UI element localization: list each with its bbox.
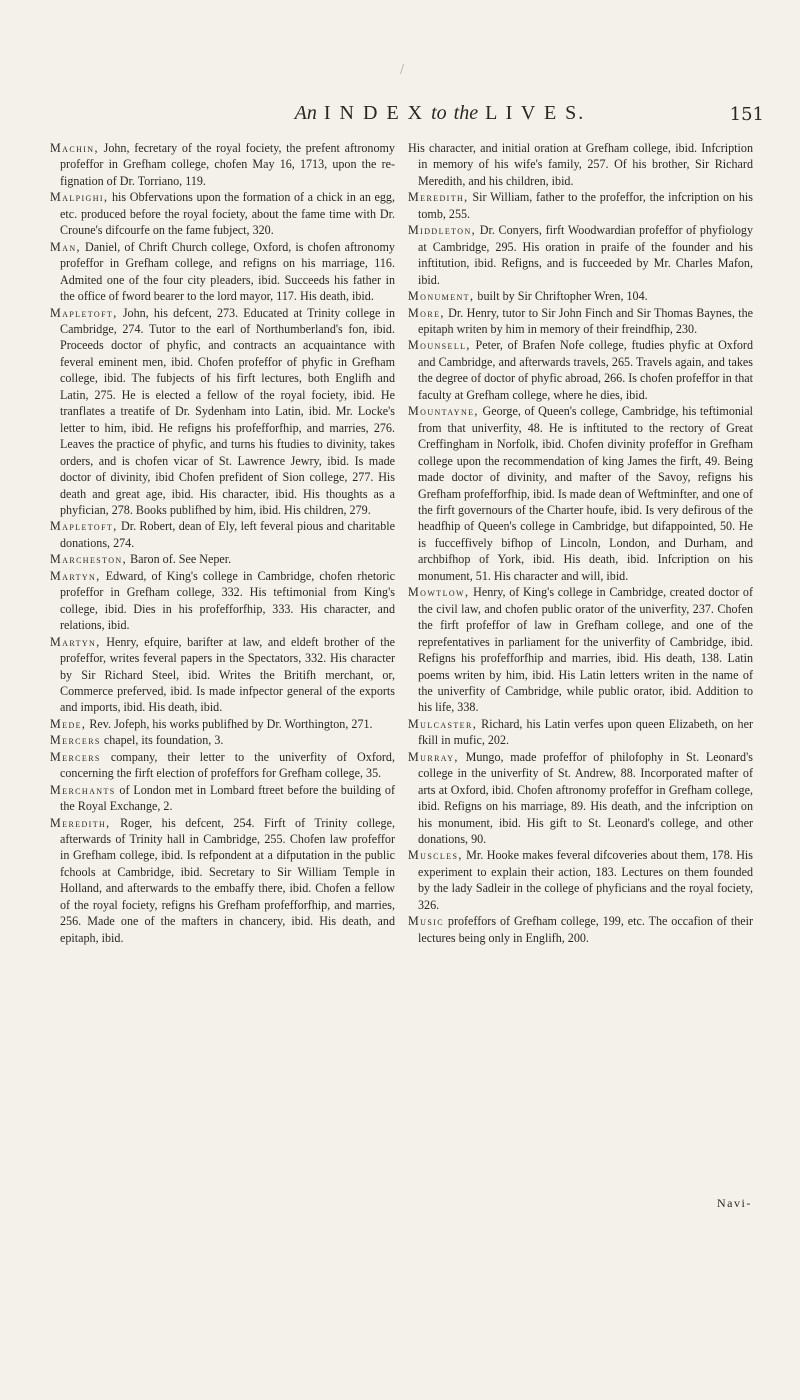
entry-headword: Murray, xyxy=(408,749,459,764)
entry-text: Mungo, made profeffor of philofophy in St. Leonard's college in the univerfity of St. Andrew, 88. Incorporated mafter of arts at Oxford, ibid. Chofen aftronomy profeffor in Grefham college, ibid. Refigns on his marriage, 89. His death, and the infcription on his monument, ibid. His gift to St. Leonard's college, and other donations, 90. xyxy=(418,749,753,847)
entry-headword: Martyn, xyxy=(50,634,101,649)
entry-headword: Mowtlow, xyxy=(408,585,470,600)
index-entry xyxy=(50,568,395,634)
entry-headword: Meredith, xyxy=(408,190,469,205)
entry-text: Henry, of King's college in Cambridge, created doctor of the civil law, and chofen public orator of the univerfity, 237. Chofen the firft profeffor of law in Grefham college, and one of the reprefentatives in parliament for the univerfity of Cambridge, ibid. Refigns his profefforfhip and marries, ibid. His death, 138. Latin poems writen by him, ibid. His Latin letters writen in the name of the univerfity of Cambridge, while public orator, ibid. Addition to his life, 338. xyxy=(418,585,753,715)
index-entry xyxy=(50,518,395,551)
entry-headword: Marcheston, xyxy=(50,552,128,567)
entry-text: Dr. Conyers, firft Woodwardian profeffor of phyfiology at Cambridge, 295. His oration in praife of the founder and his inftitution, ibid. Refigns, and is fucceeded by Mr. Charles Mafon, ibid. xyxy=(418,223,753,287)
page-number: 151 xyxy=(729,104,764,125)
entry-headword: Mercers xyxy=(50,733,101,748)
index-entry xyxy=(408,749,753,848)
entry-text: Sir William, father to the profeffor, the infcription on his tomb, 255. xyxy=(418,190,753,221)
header-the: the xyxy=(453,102,479,124)
index-entry xyxy=(50,815,395,947)
entry-text: John, fecretary of the royal fociety, the prefent aftronomy profeffor in Grefham college, chofen May 16, 1713, upon the re-fignation of Dr. Torriano, 119. xyxy=(60,141,395,188)
left-column xyxy=(50,140,395,946)
entry-headword: Machin, xyxy=(50,141,99,155)
entry-headword: Monument, xyxy=(408,289,475,304)
entry-headword: Meredith, xyxy=(50,815,111,830)
index-entry xyxy=(408,140,753,189)
index-entry xyxy=(50,239,395,305)
entry-headword: More, xyxy=(408,305,445,320)
index-entry xyxy=(50,782,395,815)
entry-text: his Obfervations upon the formation of a chick in an egg, etc. produced before the royal fociety, about the fame time with Dr. Croune's difcourfe on the fame fubject, 320. xyxy=(60,190,395,238)
entry-text: Baron of. See Neper. xyxy=(130,552,232,567)
entry-headword: Music xyxy=(408,914,444,929)
index-entry xyxy=(408,584,753,716)
catchword: Navi- xyxy=(717,1196,752,1210)
index-entry xyxy=(50,551,395,567)
header-lives: L I V E S. xyxy=(485,102,586,124)
entry-text: Edward, of King's college in Cambridge, chofen rhetoric profeffor in Grefham college, 332. His teftimonial from King's college, ibid. Dies in his profefforfhip, 333. His character, and relations, ibid. xyxy=(60,568,395,633)
index-entry xyxy=(408,189,753,222)
index-entry xyxy=(408,716,753,749)
entry-text: Richard, his Latin verfes upon queen Elizabeth, on her fkill in mufic, 202. xyxy=(418,716,753,748)
entry-headword: Martyn, xyxy=(50,568,101,583)
index-entry xyxy=(50,732,395,748)
running-header xyxy=(110,102,770,125)
entry-text: Peter, of Brafen Nofe college, ftudies phyfic at Oxford and Cambridge, and afterwards travels, 265. Travels again, and takes the degree of doctor of phyfic abroad, 266. Is chofen profeffor in that faculty at Grefham college, where he dies, ibid. xyxy=(418,338,754,402)
index-entry xyxy=(50,716,395,732)
entry-text: Mr. Hooke makes feveral difcoveries about them, 178. His experiment to explain their action, 183. Lectures on them founded by the lady Sadleir in the college of phyficians and the royal fociety, 326. xyxy=(418,848,753,912)
right-column xyxy=(408,140,753,946)
entry-headword: Mounsell, xyxy=(408,338,471,353)
index-entry xyxy=(50,634,395,716)
entry-text: chapel, its foundation, 3. xyxy=(103,733,224,748)
index-entry xyxy=(408,305,753,338)
entry-headword: Muscles, xyxy=(408,848,463,863)
entry-text: Rev. Jofeph, his works publifhed by Dr. Worthington, 271. xyxy=(89,716,373,731)
index-entry xyxy=(408,288,753,304)
index-entry xyxy=(408,222,753,288)
index-entry xyxy=(408,847,753,913)
entry-text: Dr. Robert, dean of Ely, left feveral pious and charitable donations, 274. xyxy=(60,519,395,550)
entry-headword: Mulcaster, xyxy=(408,716,478,731)
entry-headword: Man, xyxy=(50,239,81,254)
header-to: to xyxy=(431,102,447,124)
entry-text: Henry, efquire, barifter at law, and eldeft brother of the profeffor, writes feveral papers in the Spectators, 332. His character by Sir Richard Steel, ibid. Writes the Britifh merchant, or, Commerce preferved, ibid. Is made infpector general of the exports and imports, ibid. His death, ibid. xyxy=(60,634,395,715)
entry-text: company, their letter to the univerfity of Oxford, concerning the firft election of profeffors for Grefham college, 35. xyxy=(60,749,395,781)
index-entry xyxy=(50,305,395,519)
entry-text: Daniel, of Chrift Church college, Oxford, is chofen aftronomy profeffor in Grefham college, and refigns on his marriage, 116. Admited one of the four city pleaders, ibid. Succeeds his father in the office of fword bearer to the lord mayor, 117. His death, ibid. xyxy=(60,239,395,304)
entry-text: George, of Queen's college, Cambridge, his teftimonial from that univerfity, 48. He is inftituted to the rectory of Great Creffingham in Norfolk, ibid. Chofen divinity profeffor in Grefham college upon the recommendation of king James the firft, 49. Being made doctor of divinity, and mafter of the Savoy, refigns his Grefham profefforfhip, ibid. Is made dean of Weftminfter, and one of the firft governours of the Charter houfe, ibid. Is very defirous of the headfhip of Queen's college in Cambridge, but difappointed, 50. He is fucceffively bifhop of Lincoln, London, and Durham, and archbifhop of York, ibid. His death, ibid. Infcription on his monument, 51. His character and will, ibid. xyxy=(418,404,753,583)
entry-text: profeffors of Grefham college, 199, etc. The occafion of their lectures being only in Englifh, 200. xyxy=(418,914,753,945)
entry-headword: Mountayne, xyxy=(408,404,479,419)
entry-text: John, his defcent, 273. Educated at Trinity college in Cambridge, 274. Tutor to the earl of Northumberland's fon, ibid. Proceeds doctor of phyfic, and contracts an acquaintance with feveral eminent men, ibid. Chofen profeffor of phyfic in Grefham college, ibid. The fubjects of his firft lectures, both Englifh and Latin, 275. He is elected a fellow of the royal fociety, ibid. He tranflates a treatife of Dr. Sydenham into Latin, ibid. Mr. Locke's letter to him, ibid. He refigns his profefforfhip, and marries, 276. Leaves the practice of phyfic, and turns his ftudies to divinity, takes orders, and is chofen vicar of St. Lawrence Jewry, ibid. Is made doctor of divinity, ibid Chofen prefident of Sion college, 277. His death and great age, ibid. His character, ibid. His thoughts as a phyfician, 278. Books publifhed by him, ibid. His children, 279. xyxy=(60,305,395,517)
entry-headword: Mapletoft, xyxy=(50,519,118,534)
entry-text: built by Sir Chriftopher Wren, 104. xyxy=(477,289,648,304)
entry-headword: Mede, xyxy=(50,716,87,731)
entry-text: Dr. Henry, tutor to Sir John Finch and Sir Thomas Baynes, the epitaph writen by him in memory of their freindfhip, 230. xyxy=(418,305,754,336)
entry-headword: Malpighi, xyxy=(50,190,109,205)
entry-headword: Mapletoft, xyxy=(50,305,118,320)
entry-text: His character, and initial oration at Grefham college, ibid. Infcription in memory of his wife's family, 257. Of his brother, Sir Richard Meredith, and his children, ibid. xyxy=(408,141,753,188)
margin-mark: / xyxy=(400,62,405,76)
header-index: I N D E X xyxy=(323,102,425,124)
index-entry xyxy=(408,913,753,946)
index-entry xyxy=(408,337,753,403)
index-entry xyxy=(408,403,753,584)
header-an: An xyxy=(294,102,317,124)
index-entry xyxy=(50,140,395,189)
entry-headword: Mercers xyxy=(50,749,101,764)
entry-headword: Middleton, xyxy=(408,223,477,238)
index-entry xyxy=(50,749,395,782)
entry-text: of London met in Lombard ftreet before the building of the Royal Exchange, 2. xyxy=(60,782,395,814)
index-entry xyxy=(50,189,395,238)
entry-text: Roger, his defcent, 254. Firft of Trinity college, afterwards of Trinity hall in Cambridge, 255. Chofen law profeffor in Grefham college, ibid. Is refpondent at a difputation in the public fchools at Cambridge, ibid. Secretary to Sir William Temple in Holland, and afterwards to the embaffy there, ibid. Chofen a fellow of the royal fociety, refigns his Grefham profefforfhip, and marries, 256. Made one of the mafters in chancery, ibid. His death, and epitaph, ibid. xyxy=(60,815,395,945)
entry-headword: Merchants xyxy=(50,782,116,797)
